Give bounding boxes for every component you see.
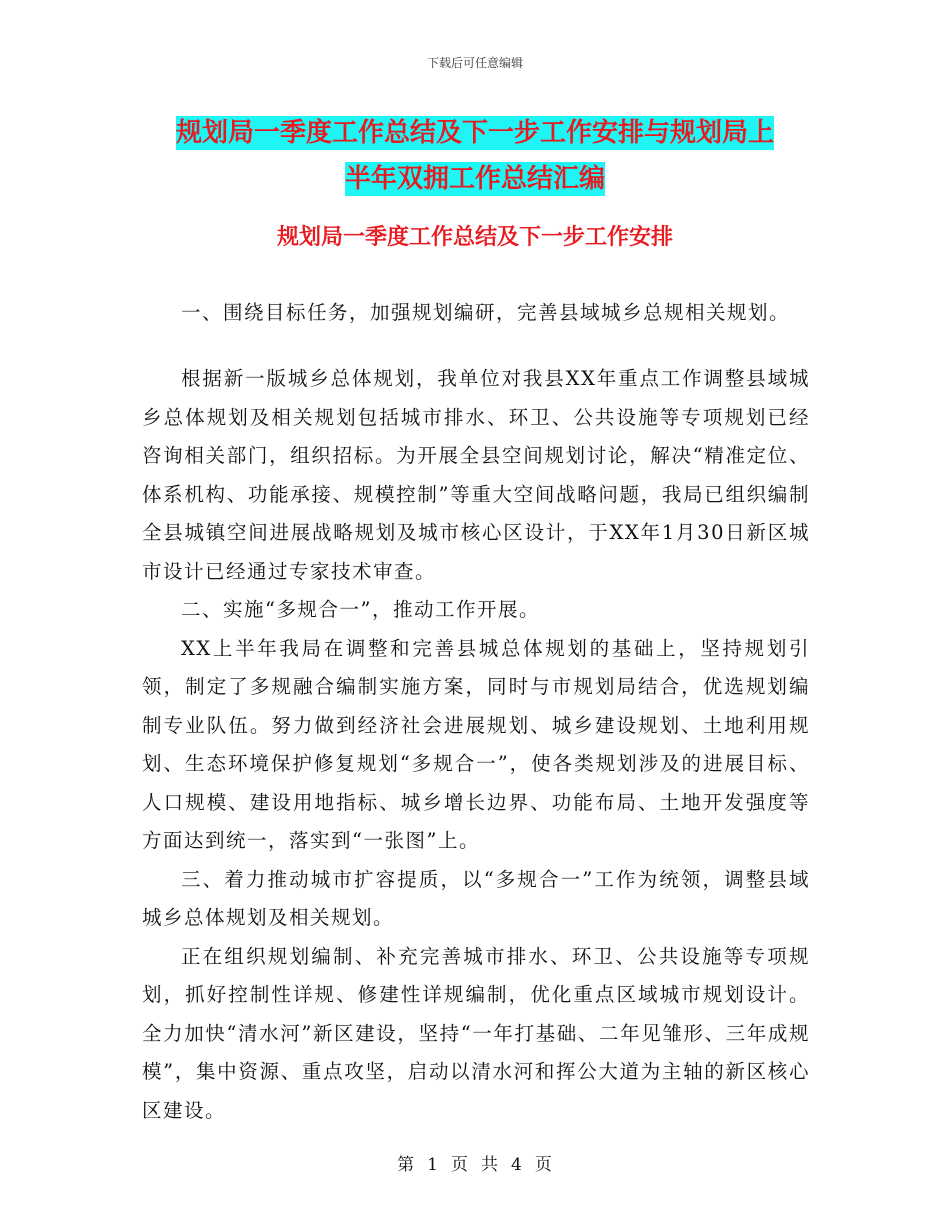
page-footer: [0, 1150, 950, 1175]
paragraph: 二、实施“多规合一”，推动工作开展。: [181, 598, 540, 621]
header-note: 下载后可任意编辑: [426, 56, 523, 70]
page-unit: 页: [451, 1155, 469, 1175]
total-label: 共: [481, 1155, 499, 1175]
body-heading-1: [142, 294, 810, 333]
main-title-line-2: 半年双拥工作总结汇编: [344, 164, 605, 194]
main-title-line-1: 规划局一季度工作总结及下一步工作安排与规划局上: [175, 118, 774, 148]
page-label: 第: [397, 1155, 416, 1175]
body-content: [142, 360, 810, 1130]
paragraph: 正在组织规划编制、补充完善城市排水、环卫、公共设施等专项规划，抓好控制性详规、修建性详规编制，优化重点区域城市规划设计。全力加快“清水河”新区建设，坚持“一年打基础、二年见雏形、三年成规模”，集中资源、重点攻坚，启动以清水河和挥公大道为主轴的新区核心区建设。: [142, 944, 810, 1122]
total-unit: 页: [534, 1155, 553, 1175]
paragraph: 根据新一版城乡总体规划，我单位对我县XX年重点工作调整县域城乡总体规划及相关规划包括城市排水、环卫、公共设施等专项规划已经咨询相关部门，组织招标。为开展全县空间规划讨论，解决“精准定位、体系机构、功能承接、规模控制”等重大空间战略问题，我局已组织编制全县城镇空间进展战略规划及城市核心区设计，于XX年1月30日新区城市设计已经通过专家技术审查。: [142, 367, 810, 583]
main-title: [140, 110, 810, 202]
paragraph: XX上半年我局在调整和完善县城总体规划的基础上，坚持规划引领，制定了多规融合编制实施方案，同时与市规划局结合，优选规划编制专业队伍。努力做到经济社会进展规划、城乡建设规划、土地利用规划、生态环境保护修复规划“多规合一”，使各类规划涉及的进展目标、人口规模、建设用地指标、城乡增长边界、功能布局、土地开发强度等方面达到统一，落实到“一张图”上。: [142, 636, 810, 852]
total-pages: 4: [511, 1155, 523, 1175]
page-number: 1: [427, 1155, 439, 1175]
paragraph: 三、着力推动城市扩容提质，以“多规合一”工作为统领，调整县域城乡总体规划及相关规划。: [142, 867, 810, 929]
paragraph: 一、围绕目标任务，加强规划编研，完善县域城乡总规相关规划。: [181, 301, 791, 324]
section-title: 规划局一季度工作总结及下一步工作安排: [276, 225, 673, 250]
